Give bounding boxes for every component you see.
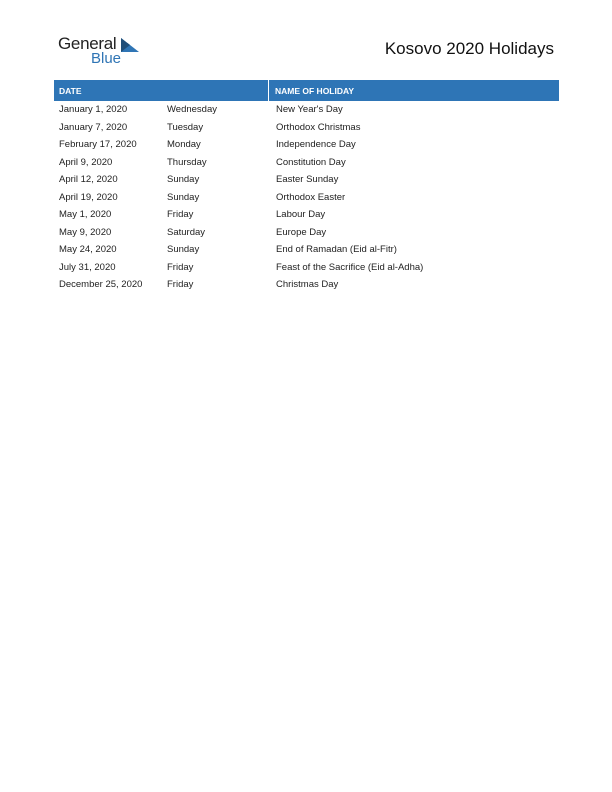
cell-weekday: Sunday: [167, 244, 200, 256]
table-row: [54, 171, 559, 189]
cell-date: May 1, 2020: [59, 209, 112, 221]
table-row: [54, 136, 559, 154]
cell-holiday-name: Constitution Day: [276, 156, 346, 168]
table-row: [54, 206, 559, 224]
cell-holiday-name: Christmas Day: [276, 279, 339, 291]
cell-date: April 19, 2020: [59, 191, 118, 203]
generalblue-logo: [58, 34, 148, 68]
cell-weekday: Friday: [167, 279, 194, 291]
table-body: [54, 101, 559, 294]
cell-date: May 9, 2020: [59, 226, 112, 238]
table-row: [54, 119, 559, 137]
cell-weekday: Friday: [167, 261, 194, 273]
cell-holiday-name: Independence Day: [276, 139, 356, 151]
table-row: [54, 276, 559, 294]
table-row: [54, 241, 559, 259]
cell-date: January 1, 2020: [59, 104, 128, 116]
cell-weekday: Sunday: [167, 191, 200, 203]
cell-weekday: Wednesday: [167, 104, 217, 116]
cell-holiday-name: New Year's Day: [276, 104, 343, 116]
cell-date: April 9, 2020: [59, 156, 113, 168]
cell-holiday-name: End of Ramadan (Eid al-Fitr): [276, 244, 397, 256]
cell-date: May 24, 2020: [59, 244, 117, 256]
cell-date: December 25, 2020: [59, 279, 143, 291]
holiday-table: [54, 80, 559, 294]
logo-text-general: General: [58, 34, 117, 53]
cell-weekday: Sunday: [167, 174, 200, 186]
header-date: DATE: [54, 80, 269, 101]
cell-holiday-name: Orthodox Christmas: [276, 121, 361, 133]
table-row: [54, 224, 559, 242]
cell-weekday: Tuesday: [167, 121, 204, 133]
cell-holiday-name: Orthodox Easter: [276, 191, 346, 203]
cell-date: April 12, 2020: [59, 174, 118, 186]
cell-holiday-name: Europe Day: [276, 226, 327, 238]
cell-date: July 31, 2020: [59, 261, 116, 273]
cell-holiday-name: Labour Day: [276, 209, 326, 221]
header-holiday-name: NAME OF HOLIDAY: [275, 86, 355, 96]
table-row: [54, 101, 559, 119]
cell-holiday-name: Easter Sunday: [276, 174, 339, 186]
cell-date: January 7, 2020: [59, 121, 128, 133]
table-row: [54, 259, 559, 277]
cell-weekday: Thursday: [167, 156, 207, 168]
page-title: Kosovo 2020 Holidays: [384, 39, 554, 58]
cell-holiday-name: Feast of the Sacrifice (Eid al-Adha): [276, 261, 424, 273]
table-row: [54, 189, 559, 207]
cell-weekday: Saturday: [167, 226, 206, 238]
table-row: [54, 154, 559, 172]
cell-date: February 17, 2020: [59, 139, 137, 151]
cell-weekday: Monday: [167, 139, 201, 151]
logo-flag-icon: [121, 38, 139, 52]
logo-text-blue: Blue: [91, 50, 122, 67]
cell-weekday: Friday: [167, 209, 194, 221]
table-header: [54, 80, 559, 101]
